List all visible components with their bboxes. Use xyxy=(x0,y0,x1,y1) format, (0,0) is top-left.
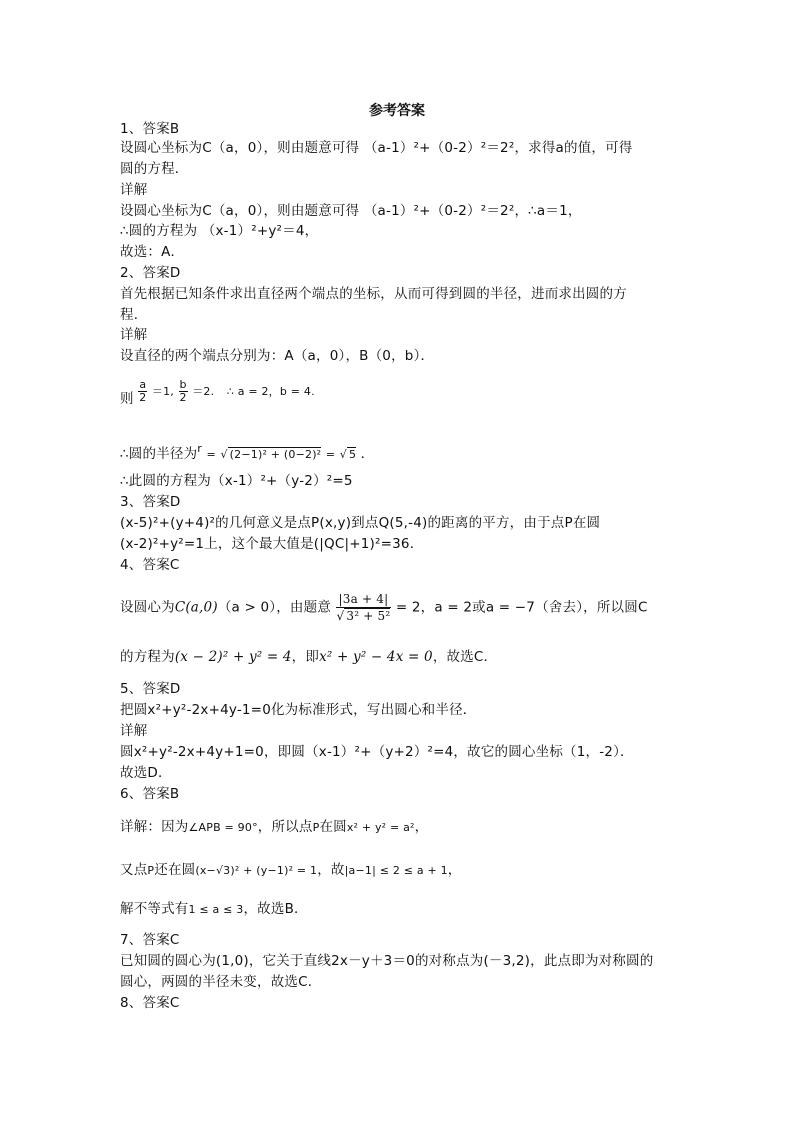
q2-radius-r: r xyxy=(197,442,203,455)
q2-frac-b-den: 2 xyxy=(179,390,187,404)
q8-answer: 8、答案C xyxy=(120,995,180,1011)
q6-answer: 6、答案B xyxy=(120,786,180,802)
q2-radius-val-sqrt: √ xyxy=(339,448,347,461)
q2-eq-prefix: 则 xyxy=(120,391,134,407)
q1-detail-label: 详解 xyxy=(120,182,148,198)
q2-detail-label: 详解 xyxy=(120,327,148,343)
q2-radius-line xyxy=(120,440,374,464)
q4-line-1 xyxy=(120,591,648,624)
q1-detail-line-3: 故选：A． xyxy=(120,244,185,260)
q6-line-3-c: ，故选B． xyxy=(243,901,308,917)
q4-line-1-b: C(a,0) xyxy=(174,599,218,616)
q7-line-2: 圆心，两圆的半径未变，故选C． xyxy=(120,974,322,990)
q6-line-2-d: (x−√3)² + (y−1)² = 1 xyxy=(195,864,318,877)
q1-detail-line-1: 设圆心坐标为C（a，0），则由题意可得 （a-1）²+（0-2）²＝2²，∴a＝1， xyxy=(120,203,582,219)
q6-line-1-d: P xyxy=(312,821,320,834)
q4-line-2-b: (x − 2)² + y² = 4 xyxy=(174,649,292,665)
q2-answer: 2、答案D xyxy=(120,265,181,281)
q6-line-1-e: 在圆 xyxy=(319,819,347,835)
q4-frac-den-wrap xyxy=(336,608,392,624)
q3-answer: 3、答案D xyxy=(120,494,181,510)
q6-line-2-g: ， xyxy=(447,862,462,878)
q6-line-2-c: 还在圆 xyxy=(154,862,196,878)
q1-hint-line-2: 圆的方程． xyxy=(120,161,189,177)
q6-line-1-a: 详解：因为 xyxy=(120,819,189,835)
q6-line-2 xyxy=(120,861,461,880)
q7-answer: 7、答案C xyxy=(120,932,180,948)
q6-line-2-a: 又点 xyxy=(120,862,148,878)
q2-hint-line-2: 程． xyxy=(120,307,148,323)
q2-frac-a-rhs: ＝1, xyxy=(151,385,175,398)
q1-detail-line-2: ∴圆的方程为 （x-1）²+y²＝4， xyxy=(120,223,319,239)
q6-line-1 xyxy=(120,818,428,837)
q6-line-1-f: x² + y² = a² xyxy=(346,821,415,834)
q2-radius-eq-sign: = xyxy=(206,448,216,461)
q5-answer: 5、答案D xyxy=(120,681,181,697)
q2-radius-end: ． xyxy=(360,446,375,462)
q4-line-2-c: ，即 xyxy=(291,649,320,665)
q4-line-1-c: （a > 0），由题意 xyxy=(217,599,332,616)
page-title: 参考答案 xyxy=(369,103,425,119)
q6-line-1-g: ， xyxy=(414,819,429,835)
q4-line-2 xyxy=(120,648,497,666)
q6-line-3 xyxy=(120,900,308,919)
q2-frac-a-num: a xyxy=(139,377,147,391)
q2-eq-suffix: ∴ a = 2，b = 4. xyxy=(226,385,315,398)
q2-frac-b-num: b xyxy=(179,377,187,391)
q2-equation-line xyxy=(120,378,315,412)
q6-line-1-c: ，所以点 xyxy=(257,819,313,835)
q2-radius-expr: (2−1)² + (0−2)² xyxy=(229,448,322,461)
q4-frac-num: |3a + 4| xyxy=(336,591,392,608)
q5-hint: 把圆x²+y²-2x+4y-1=0化为标准形式，写出圆心和半径． xyxy=(120,702,477,718)
q4-fraction xyxy=(336,591,392,624)
q2-radius-eq: = xyxy=(325,448,336,461)
q4-line-2-e: ，故选C． xyxy=(432,649,498,665)
q7-line-1: 已知圆的圆心为(1,0)，它关于直线2x－y＋3＝0的对称点为(－3,2)，此点即为对称圆的 xyxy=(120,953,654,969)
q4-line-1-a: 设圆心为 xyxy=(120,599,175,616)
q5-detail-label: 详解 xyxy=(120,723,148,739)
q2-frac-a-den: 2 xyxy=(139,390,147,404)
q5-detail-line-2: 故选D． xyxy=(120,765,172,781)
q2-frac-b-rhs: ＝2. xyxy=(192,385,215,398)
q4-frac-sqrt-sign: √ xyxy=(336,609,345,623)
q6-line-3-a: 解不等式有 xyxy=(120,901,189,917)
q2-result: ∴此圆的方程为（x-1）²+（y-2）²=5 xyxy=(120,473,353,489)
q3-line-1: (x-5)²+(y+4)²的几何意义是点P(x,y)到点Q(5,-4)的距离的平方，由于点P在圆 xyxy=(120,515,601,531)
q1-hint-line-1: 设圆心坐标为C（a，0），则由题意可得 （a-1）²+（0-2）²＝2²，求得a的值，可得 xyxy=(120,140,633,156)
q4-answer: 4、答案C xyxy=(120,557,180,573)
q4-line-2-d: x² + y² − 4x = 0 xyxy=(319,649,433,665)
q6-line-2-b: P xyxy=(147,864,155,877)
q2-frac-a xyxy=(138,379,147,404)
q4-line-1-d: = 2，a = 2或a = −7（舍去），所以圆C xyxy=(395,599,648,616)
q5-detail-line-1: 圆x²+y²-2x+4y+1=0，即圆（x-1）²+（y+2）²=4，故它的圆心坐标（1，-2）． xyxy=(120,744,634,760)
q2-radius-val: 5 xyxy=(348,448,357,461)
q3-line-2: (x-2)²+y²=1上，这个最大值是(|QC|+1)²=36． xyxy=(120,536,424,552)
q6-line-1-b: ∠APB = 90° xyxy=(188,821,258,834)
q4-frac-den: 3² + 5² xyxy=(346,609,391,623)
q6-line-3-b: 1 ≤ a ≤ 3 xyxy=(188,903,244,916)
q2-hint-line-1: 首先根据已知条件求出直径两个端点的坐标，从而可得到圆的半径，进而求出圆的方 xyxy=(120,286,627,302)
q6-line-2-f: |a−1| ≤ 2 ≤ a + 1 xyxy=(344,864,448,877)
q2-detail-line-1: 设直径的两个端点分别为：A（a，0），B（0，b）． xyxy=(120,348,435,364)
q2-radius-sqrt-sign: √ xyxy=(220,448,228,461)
q2-radius-prefix: ∴圆的半径为 xyxy=(120,446,198,462)
q4-line-2-a: 的方程为 xyxy=(120,649,175,665)
q1-answer: 1、答案B xyxy=(120,121,180,137)
q2-frac-b xyxy=(179,379,188,404)
q6-line-2-e: ，故 xyxy=(317,862,345,878)
